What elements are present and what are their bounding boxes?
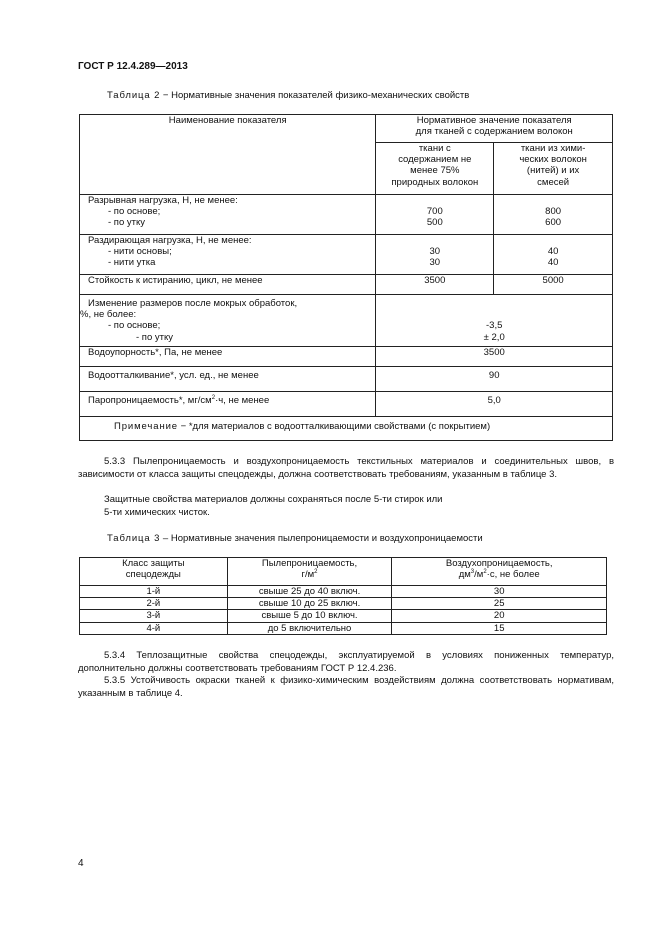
table2-head-natural-line: ткани с bbox=[418, 143, 451, 154]
table3-caption-label: Таблица 3 bbox=[107, 533, 161, 544]
table2-cell-value bbox=[494, 235, 613, 275]
table2-head-norm-line: для тканей с содержанием волокон bbox=[415, 126, 573, 138]
table2-head-natural bbox=[376, 143, 494, 195]
table2-cell-name bbox=[80, 235, 376, 275]
table2-row-title: %, не более: bbox=[80, 309, 137, 321]
table-row bbox=[80, 586, 607, 598]
table2-row-title: ·ч, не менее bbox=[215, 395, 270, 406]
table2-head-norm-line: Нормативное значение показателя bbox=[416, 115, 572, 126]
page-number: 4 bbox=[78, 858, 84, 869]
table2-caption-label: Таблица 2 bbox=[107, 90, 161, 101]
table2-row-title: Водоупорность*, Па, не менее bbox=[88, 347, 223, 358]
table3-head-line: Воздухопроницаемость, bbox=[445, 558, 553, 569]
table2-row-title: Водоотталкивание*, усл. ед., не менее bbox=[88, 370, 259, 381]
table2-value: 30 bbox=[429, 257, 441, 269]
table2-row-waterrep bbox=[80, 367, 613, 392]
table2-value: 3500 bbox=[483, 347, 505, 358]
table2-value: 5000 bbox=[542, 275, 564, 286]
table3-cell-class: 3-й bbox=[80, 610, 228, 622]
table2-head-natural-line: менее 75% bbox=[410, 165, 460, 177]
paragraph-5-3-4 bbox=[78, 650, 614, 675]
table2-cell-value bbox=[376, 195, 494, 235]
table2-row-title: Изменение размеров после мокрых обработок, bbox=[88, 298, 298, 309]
table2-cell-name bbox=[80, 347, 376, 367]
table2-value: 5,0 bbox=[487, 395, 501, 406]
table2-head-chemical-line: ческих волокон bbox=[519, 154, 587, 166]
table2-value: 90 bbox=[488, 370, 500, 381]
table2-head-name bbox=[80, 115, 376, 195]
table2-caption-text: − Нормативные значения показателей физико-механических свойств bbox=[160, 90, 470, 101]
table3-cell-class: 1-й bbox=[80, 586, 228, 598]
table2-head-norm bbox=[376, 115, 613, 143]
table-row bbox=[80, 622, 607, 634]
table2-note-label: Примечание bbox=[114, 421, 178, 432]
table-row bbox=[80, 598, 607, 610]
table2-cell-name bbox=[80, 295, 376, 347]
table-3 bbox=[79, 557, 607, 635]
table-row bbox=[80, 610, 607, 622]
table3-cell-air: 20 bbox=[392, 610, 607, 622]
paragraph-5-3-3-b bbox=[78, 494, 614, 507]
table3-cell-class: 2-й bbox=[80, 598, 228, 610]
table2-value: 30 bbox=[429, 246, 441, 258]
table2-value: 500 bbox=[426, 217, 443, 229]
table2-cell-value bbox=[376, 392, 613, 417]
table2-row-sub: - нити основы; bbox=[108, 246, 172, 258]
paragraph-text: Защитные свойства материалов должны сохраняться после 5-ти стирок или bbox=[104, 494, 443, 505]
table3-head-air bbox=[392, 558, 607, 586]
table2-cell-value bbox=[376, 275, 494, 295]
table2-note-text: − *для материалов с водоотталкивающими свойствами (с покрытием) bbox=[178, 421, 491, 432]
paragraph-5-3-3 bbox=[78, 456, 614, 481]
table2-value: ± 2,0 bbox=[483, 331, 505, 343]
table2-row-abrasion bbox=[80, 275, 613, 295]
table3-head-class bbox=[80, 558, 228, 586]
table3-head-line: /м bbox=[474, 569, 484, 581]
table2-value: 40 bbox=[547, 246, 559, 258]
document-header: ГОСТ Р 12.4.289—2013 bbox=[78, 61, 188, 72]
table2-row-sub: - нити утка bbox=[108, 257, 156, 269]
paragraph-5-3-5 bbox=[78, 675, 614, 700]
table3-cell-dust: свыше 10 до 25 включ. bbox=[227, 598, 392, 610]
table3-head-sup: 2 bbox=[483, 569, 487, 576]
table3-head-sup: 2 bbox=[314, 569, 318, 576]
table2-value: 3500 bbox=[424, 275, 446, 286]
table2-row-tensile bbox=[80, 195, 613, 235]
table2-cell-name bbox=[80, 367, 376, 392]
paragraph-5-3-3-c bbox=[78, 507, 614, 520]
table2-head-natural-line: природных волокон bbox=[391, 176, 479, 188]
table2-head-chemical-line: ткани из хими- bbox=[520, 143, 586, 154]
table3-cell-dust: до 5 включительно bbox=[227, 622, 392, 634]
table2-row-sub: - по утку bbox=[108, 217, 145, 229]
paragraph-text: 5.3.5 Устойчивость окраски тканей к физико-химическим воздействиям должна соответствовать нормативам, указанным в таблице 4. bbox=[78, 675, 614, 699]
table2-head-natural-line: содержанием не bbox=[398, 154, 472, 166]
table2-cell-value bbox=[494, 195, 613, 235]
table2-cell-name bbox=[80, 392, 376, 417]
table2-head-chemical bbox=[494, 143, 613, 195]
table2-note-row bbox=[80, 417, 613, 441]
table3-head bbox=[80, 558, 607, 586]
table3-head-line: Класс защиты bbox=[122, 558, 185, 569]
table3-cell-air: 15 bbox=[392, 622, 607, 634]
table3-head-line: Пылепроницаемость, bbox=[261, 558, 358, 569]
table3-caption-text: – Нормативные значения пылепроницаемости и воздухопроницаемости bbox=[160, 533, 483, 544]
table2-value: 700 bbox=[426, 206, 443, 218]
table3-caption bbox=[107, 533, 483, 544]
table2-row-sub: - по основе; bbox=[108, 206, 161, 218]
table2-cell-name bbox=[80, 195, 376, 235]
table2-row-title: Стойкость к истиранию, цикл, не менее bbox=[88, 275, 263, 286]
table-2 bbox=[79, 114, 613, 441]
paragraph-text: 5.3.4 Теплозащитные свойства спецодежды, эксплуатируемой в условиях пониженных температур, дополнительно должны соответствовать требованиям ГОСТ Р 12.4.236. bbox=[78, 650, 614, 674]
table2-row-shrink bbox=[80, 295, 613, 347]
table2-caption bbox=[107, 90, 469, 101]
paragraph-text: 5.3.3 Пылепроницаемость и воздухопроницаемость текстильных материалов и соединительных швов, в зависимости от класса защиты спецодежды, должна соответствовать требованиям, указанным в таблице 3. bbox=[78, 456, 614, 480]
paragraph-text: 5-ти химических чисток. bbox=[104, 507, 210, 518]
table3-cell-air: 25 bbox=[392, 598, 607, 610]
table2-cell-value bbox=[494, 275, 613, 295]
table2-head-name-text: Наименование показателя bbox=[168, 115, 287, 126]
table3-head-line: г/м bbox=[301, 569, 315, 581]
table3-cell-dust: свыше 5 до 10 включ. bbox=[227, 610, 392, 622]
table3-head-line: дм bbox=[458, 569, 471, 581]
table2-cell-name bbox=[80, 275, 376, 295]
table2-row-title: Паропроницаемость*, мг/см bbox=[88, 395, 212, 406]
table3-head-sup: 3 bbox=[470, 569, 475, 576]
table2-cell-value bbox=[376, 295, 613, 347]
table3-head-line: спецодежды bbox=[125, 569, 181, 581]
table2-value: 40 bbox=[547, 257, 559, 269]
table2-row-sub: - по утку bbox=[136, 331, 173, 343]
table2-row-tear bbox=[80, 235, 613, 275]
table2-row-title: Раздирающая нагрузка, Н, не менее: bbox=[88, 235, 252, 246]
table2-cell-value bbox=[376, 347, 613, 367]
table2-row-vapor bbox=[80, 392, 613, 417]
table2-head-chemical-line: (нитей) и их bbox=[526, 165, 580, 177]
table2-value: 800 bbox=[545, 206, 562, 218]
table2-note bbox=[80, 417, 613, 441]
table2-row-title: Разрывная нагрузка, Н, не менее: bbox=[88, 195, 238, 206]
table3-head-dust bbox=[227, 558, 392, 586]
table2-cell-value bbox=[376, 367, 613, 392]
table3-cell-air: 30 bbox=[392, 586, 607, 598]
table2-value: -3,5 bbox=[486, 320, 503, 332]
table2-head-chemical-line: смесей bbox=[537, 176, 570, 188]
table3-cell-dust: свыше 25 до 40 включ. bbox=[227, 586, 392, 598]
table2-cell-value bbox=[376, 235, 494, 275]
table2-value: 600 bbox=[545, 217, 562, 229]
table2-row-title-sup: 2 bbox=[211, 394, 216, 401]
table3-head-line: ·с, не более bbox=[486, 569, 540, 581]
table3-cell-class: 4-й bbox=[80, 622, 228, 634]
table2-row-sub: - по основе; bbox=[108, 320, 161, 332]
table2-row-waterproof bbox=[80, 347, 613, 367]
